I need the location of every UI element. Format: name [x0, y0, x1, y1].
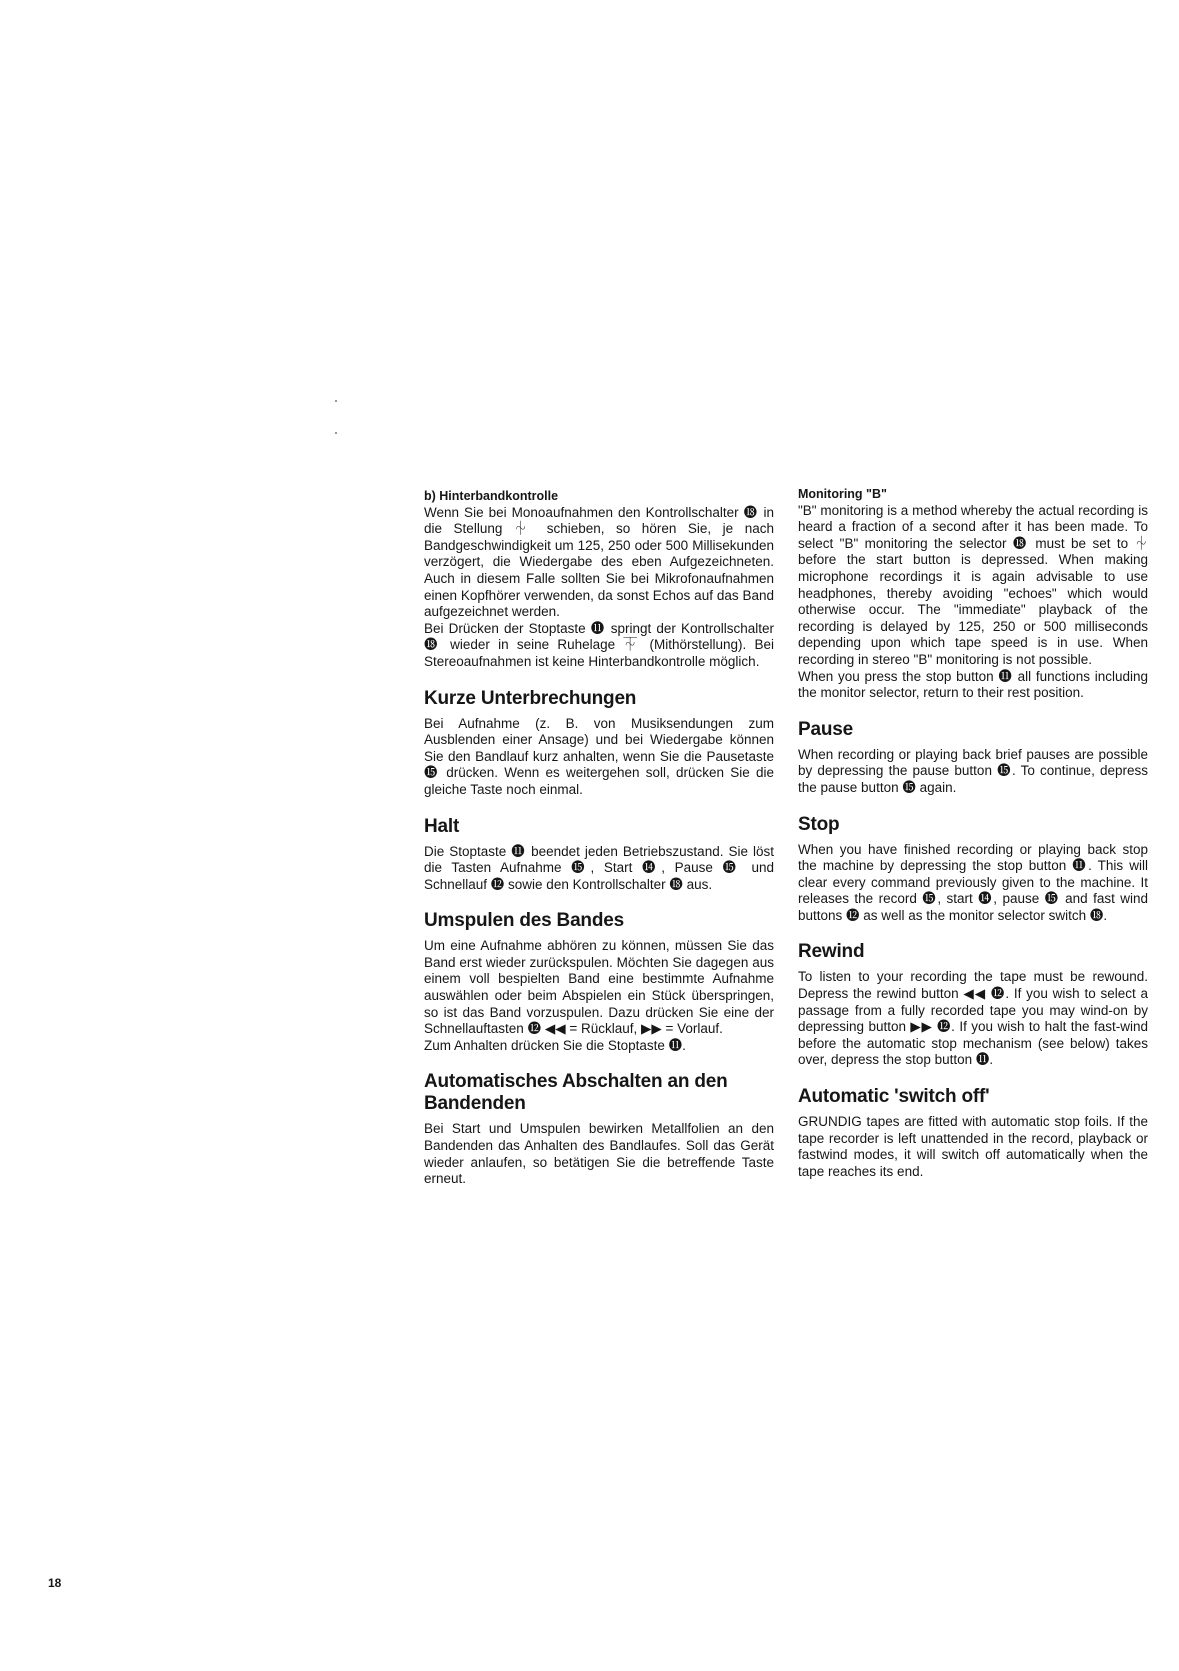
german-column	[424, 488, 774, 1188]
section-paragraph: Bei Start und Umspulen bewirken Metallfolien an den Bandenden das Anhalten des Bandlaufes. Soll das Gerät wieder anlaufen, so betätigen Sie die betreffende Taste erneut.	[424, 1121, 774, 1187]
heading-rewind: Rewind	[798, 941, 865, 963]
section-paragraph: GRUNDIG tapes are fitted with automatic stop foils. If the tape recorder is left unattended in the record, playback or fastwind modes, it will switch off automatically when the tape reaches its end.	[798, 1114, 1148, 1179]
subheading-monitoring-b: Monitoring "B"	[798, 487, 887, 501]
heading-kurze-unterbrechungen: Kurze Unterbrechungen	[424, 687, 637, 709]
heading-umspulen: Umspulen des Bandes	[424, 910, 624, 932]
heading-halt: Halt	[424, 815, 460, 837]
scan-speck	[335, 432, 337, 434]
section-paragraph: Um eine Aufnahme abhören zu können, müssen Sie das Band erst wieder zurückspulen. Möchten Sie dagegen aus einem voll bespielten Band eine bestimmte Aufnahme auswählen oder beim Abspielen ein Stück überspringen, so ist das Band vorzuspulen. Dazu drücken Sie eine der Schnellauftasten ⓬ ◀◀ = Rücklauf, ▶▶ = Vorlauf.	[424, 938, 774, 1037]
heading-pause: Pause	[798, 718, 853, 740]
section-paragraph: When you have finished recording or playing back stop the machine by depressing the stop button ⓫. This will clear every command previously given to the machine. It releases the record ⓯, start ⓮, pause ⓯ and fast wind buttons ⓬ as well as the monitor selector switch ⓲.	[798, 841, 1148, 923]
intro-paragraph: Wenn Sie bei Monoaufnahmen den Kontrollschalter ⓲ in die Stellung ⏆ schieben, so hören Sie, je nach Bandgeschwindigkeit um 125, 250 oder 500 Millisekunden verzögert, die Wiedergabe des eben Aufgezeichneten. Auch in diesem Falle sollten Sie bei Mikrofonaufnahmen einen Kopfhörer verwenden, da sonst Echos auf das Band aufgezeichnet werden.	[424, 504, 774, 620]
section-paragraph: Die Stoptaste ⓫ beendet jeden Betriebszustand. Sie löst die Tasten Aufnahme ⓯, Start ⓮, Pause ⓯ und Schnellauf ⓬ sowie den Kontrollschalter ⓲ aus.	[424, 843, 774, 892]
intro-paragraph-2: When you press the stop button ⓫ all functions including the monitor selector, return to their rest position.	[798, 668, 1148, 701]
section-paragraph: Zum Anhalten drücken Sie die Stoptaste ⓫.	[424, 1037, 686, 1053]
section-paragraph: To listen to your recording the tape must be rewound. Depress the rewind button ◀◀ ⓬. If you wish to select a passage from a fully recorded tape you may wind-on by depressing button ▶▶ ⓬. If you wish to halt the fast-wind before the automatic stop mechanism (see below) takes over, depress the stop button ⓫.	[798, 969, 1148, 1068]
section-paragraph: Bei Aufnahme (z. B. von Musiksendungen zum Ausblenden einer Ansage) und bei Wiedergabe können Sie den Bandlauf kurz anhalten, wenn Sie die Pausetaste ⓯ drücken. Wenn es weitergehen soll, drücken Sie die gleiche Taste noch einmal.	[424, 715, 774, 797]
intro-paragraph-2: Bei Drücken der Stoptaste ⓫ springt der Kontrollschalter ⓲ wieder in seine Ruhelage ⏇ (Mithörstellung). Bei Stereoaufnahmen ist keine Hinterbandkontrolle möglich.	[424, 620, 774, 669]
scan-speck	[335, 400, 337, 402]
english-column	[798, 486, 1148, 1180]
subheading-hinterbandkontrolle: b) Hinterbandkontrolle	[424, 489, 559, 503]
heading-stop: Stop	[798, 813, 840, 835]
section-paragraph: When recording or playing back brief pauses are possible by depressing the pause button ⓯. To continue, depress the pause button ⓯ again.	[798, 746, 1148, 795]
heading-automatic-switch-off: Automatic 'switch off'	[798, 1086, 990, 1108]
page-number: 18	[48, 1576, 62, 1590]
heading-automatisches-abschalten: Automatisches Abschalten an den Bandenden	[424, 1071, 728, 1115]
intro-paragraph: "B" monitoring is a method whereby the actual recording is heard a fraction of a second after it has been made. To select "B" monitoring the selector ⓲ must be set to ⏆ before the start button is depressed. When making microphone recordings it is again advisable to use headphones, thereby avoiding "echoes" which would otherwise occur. The "immediate" playback of the recording is delayed by 125, 250 or 500 milliseconds depending upon which tape speed is in use. When recording in stereo "B" monitoring is not possible.	[798, 502, 1148, 667]
